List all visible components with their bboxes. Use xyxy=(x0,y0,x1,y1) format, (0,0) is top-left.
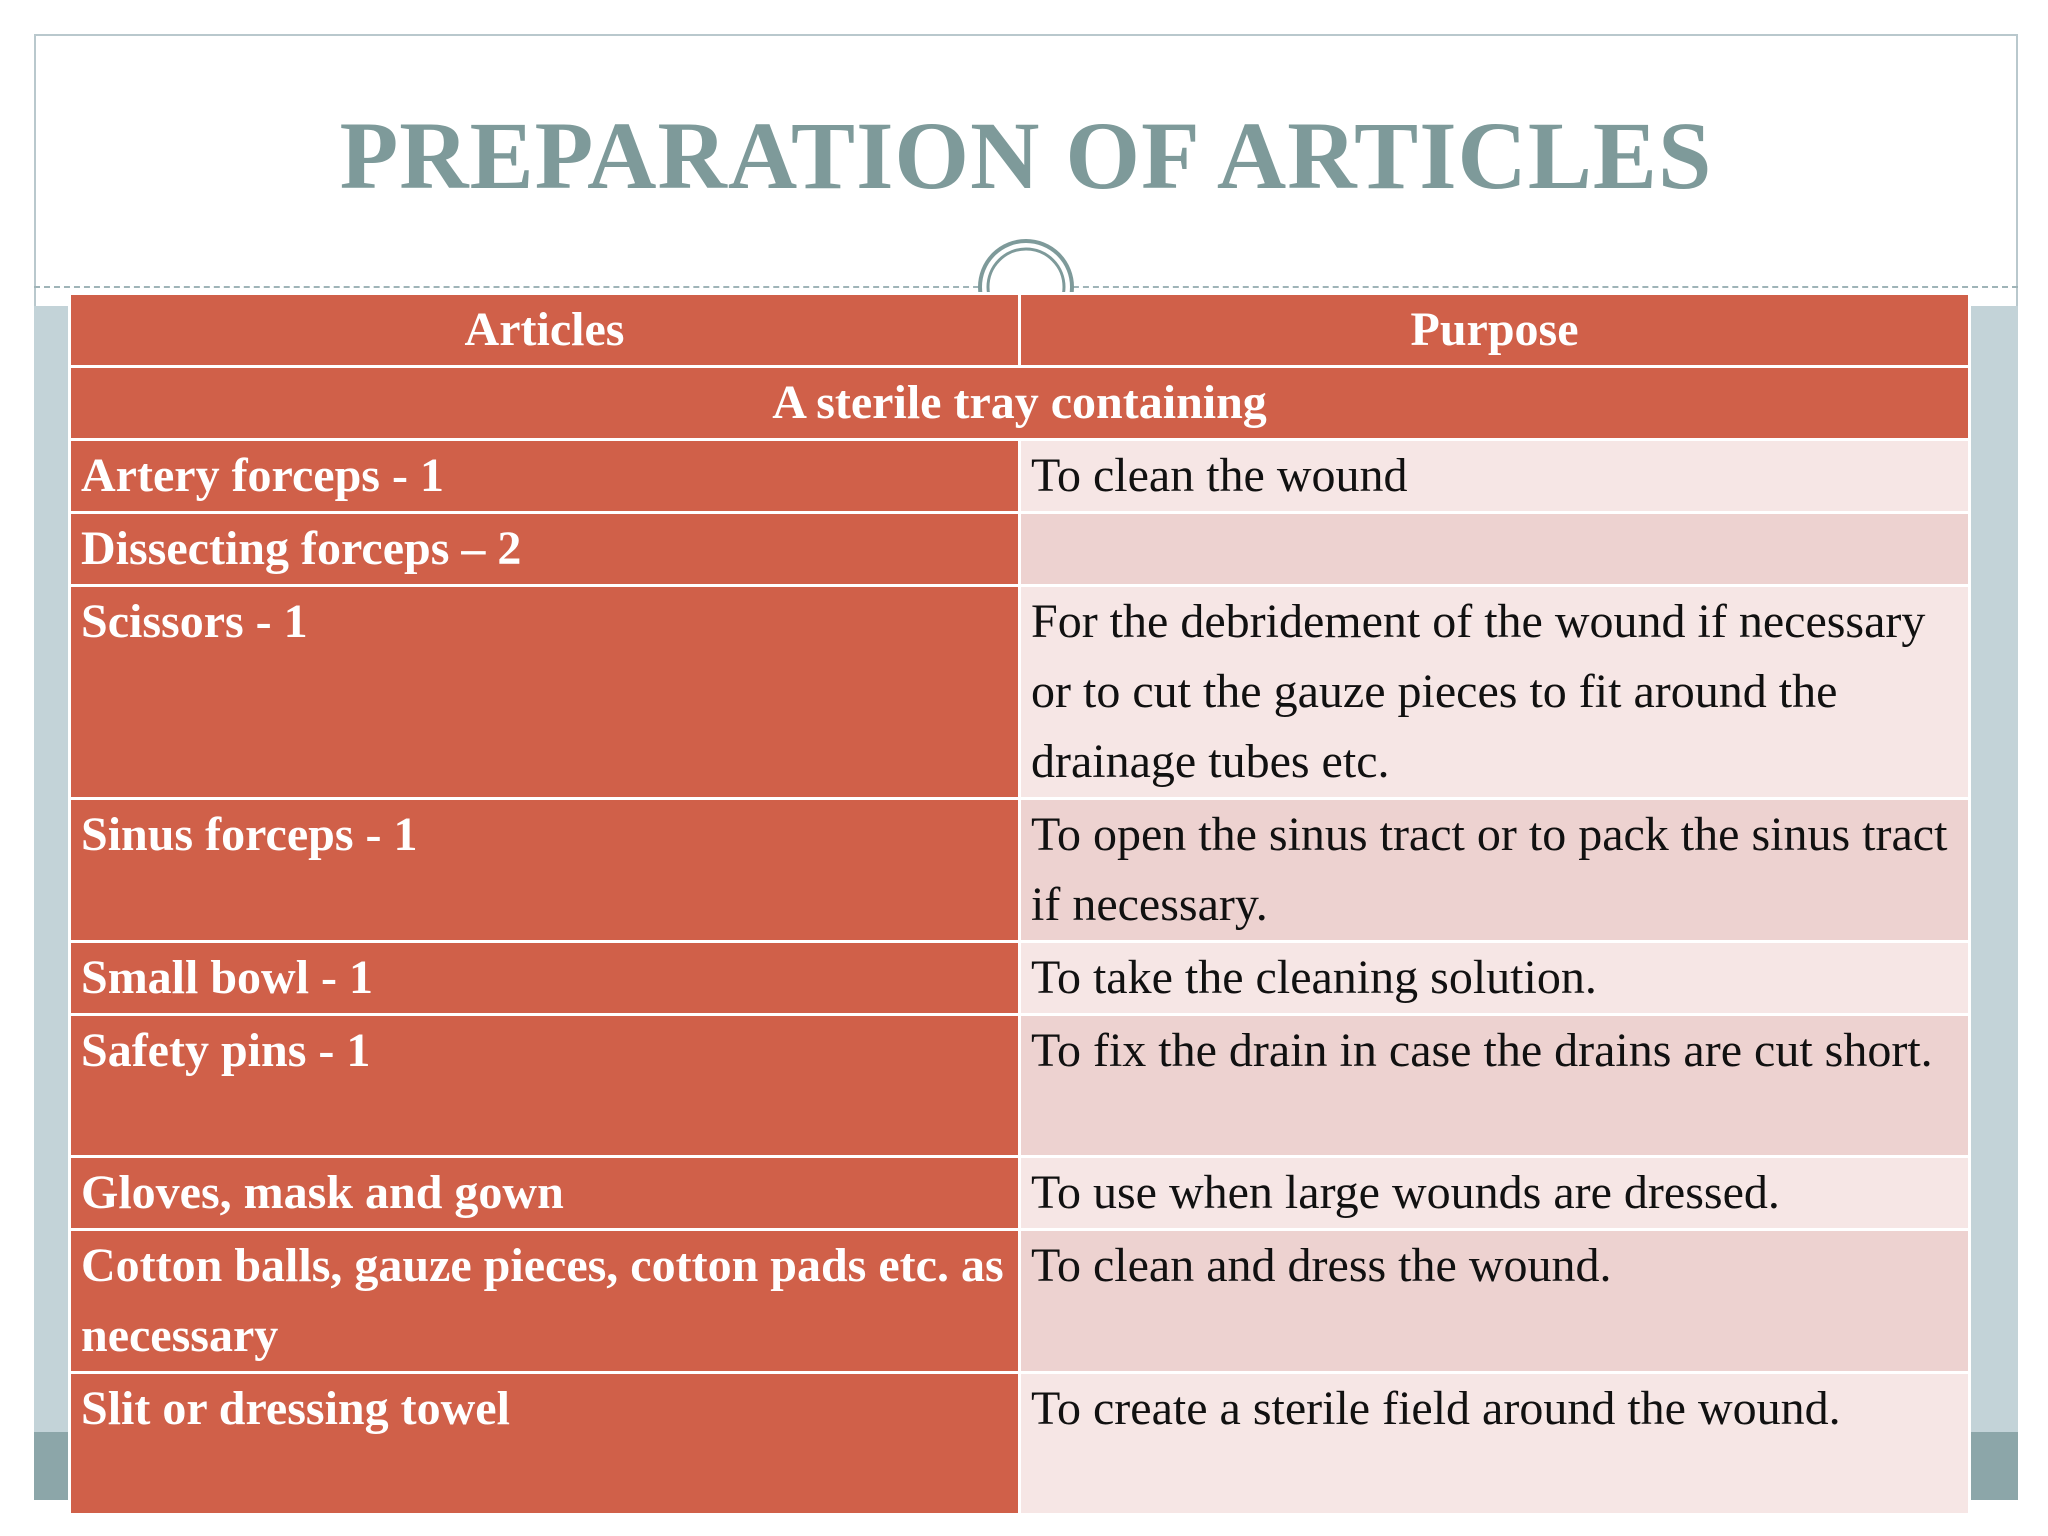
purpose-cell: To create a sterile field around the wound. xyxy=(1020,1373,1970,1515)
articles-table-container xyxy=(68,292,1968,1492)
article-cell: Sinus forceps - 1 xyxy=(70,799,1020,942)
article-cell: Slit or dressing towel xyxy=(70,1373,1020,1515)
purpose-cell: To use when large wounds are dressed. xyxy=(1020,1157,1970,1230)
purpose-cell: For the debridement of the wound if necessary or to cut the gauze pieces to fit around the drainage tubes etc. xyxy=(1020,586,1970,799)
table-row xyxy=(70,440,1970,513)
article-cell: Scissors - 1 xyxy=(70,586,1020,799)
article-cell: Safety pins - 1 xyxy=(70,1015,1020,1157)
article-cell: Gloves, mask and gown xyxy=(70,1157,1020,1230)
purpose-cell xyxy=(1020,513,1970,586)
table-header-row xyxy=(70,294,1970,367)
table-subheading: A sterile tray containing xyxy=(70,367,1970,440)
table-row xyxy=(70,1015,1970,1157)
purpose-cell: To open the sinus tract or to pack the sinus tract if necessary. xyxy=(1020,799,1970,942)
header-purpose: Purpose xyxy=(1020,294,1970,367)
table-row xyxy=(70,513,1970,586)
table-row xyxy=(70,1157,1970,1230)
table-subheading-row xyxy=(70,367,1970,440)
slide-title: PREPARATION OF ARTICLES xyxy=(339,102,1713,209)
article-cell: Dissecting forceps – 2 xyxy=(70,513,1020,586)
purpose-cell: To take the cleaning solution. xyxy=(1020,942,1970,1015)
table-row xyxy=(70,799,1970,942)
articles-table xyxy=(68,292,1971,1516)
article-cell: Artery forceps - 1 xyxy=(70,440,1020,513)
table-row xyxy=(70,586,1970,799)
table-row xyxy=(70,942,1970,1015)
purpose-cell: To clean and dress the wound. xyxy=(1020,1230,1970,1373)
purpose-cell: To fix the drain in case the drains are cut short. xyxy=(1020,1015,1970,1157)
article-cell: Small bowl - 1 xyxy=(70,942,1020,1015)
article-cell: Cotton balls, gauze pieces, cotton pads etc. as necessary xyxy=(70,1230,1020,1373)
header-articles: Articles xyxy=(70,294,1020,367)
table-row xyxy=(70,1230,1970,1373)
table-row xyxy=(70,1373,1970,1515)
purpose-cell: To clean the wound xyxy=(1020,440,1970,513)
